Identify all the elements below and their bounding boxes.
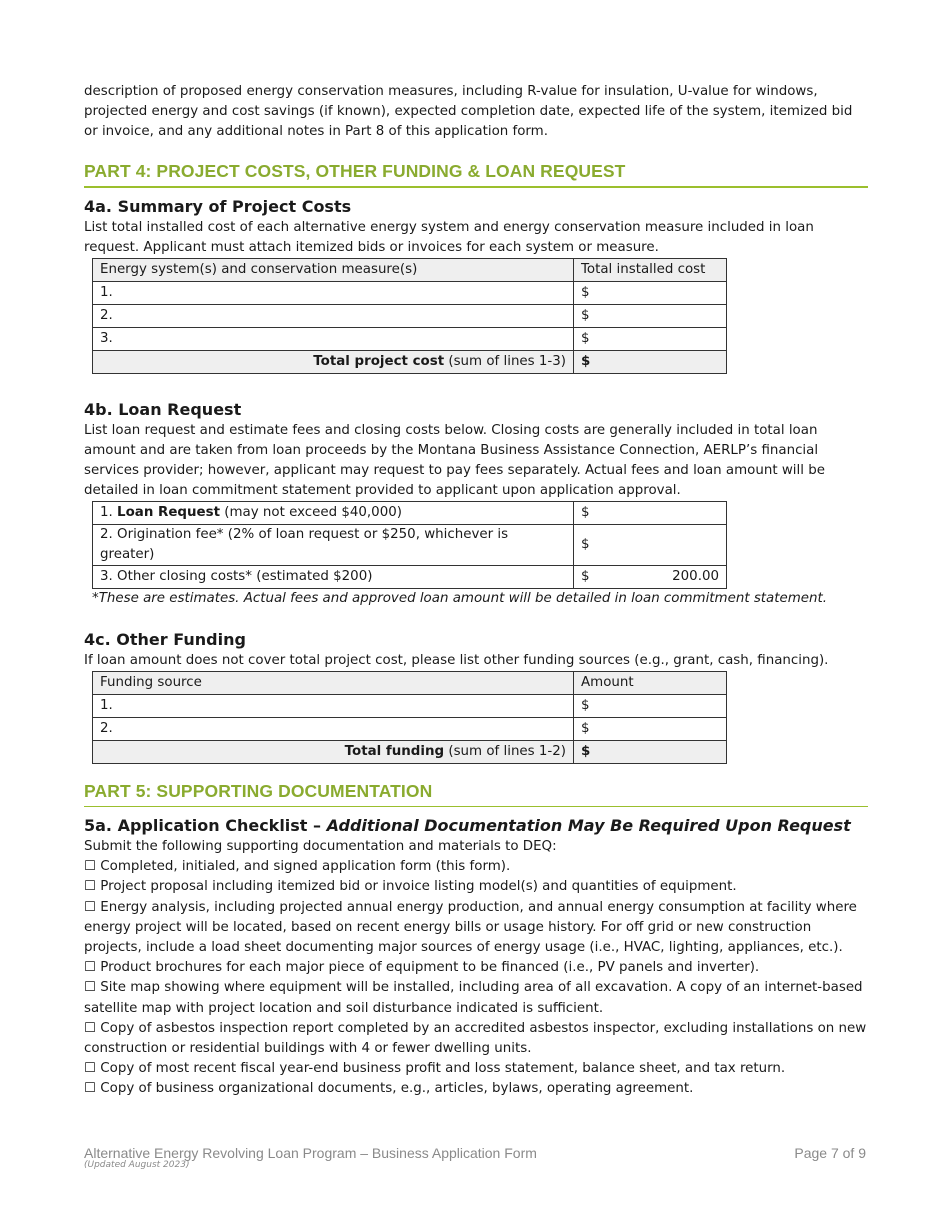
checklist-item-text: Project proposal including itemized bid or invoice listing model(s) and quantities of equipment.	[100, 879, 737, 895]
section-5a-title	[84, 815, 868, 837]
table-row	[93, 695, 727, 718]
checkbox[interactable]: ☐	[84, 859, 97, 875]
funding-source-field-1[interactable]: 1.	[93, 695, 574, 718]
table-header-row	[93, 672, 727, 695]
section-4c-description: If loan amount does not cover total project cost, please list other funding sources (e.g., grant, cash, financing).	[84, 653, 829, 668]
column-header-funding-source: Funding source	[93, 672, 574, 695]
page-number: Page 7 of 9	[794, 1145, 866, 1161]
table-row	[93, 282, 727, 305]
section-4c-title: 4c. Other Funding	[84, 630, 246, 649]
total-label-bold: Total project cost	[313, 354, 445, 369]
checklist-item-text: Copy of most recent fiscal year-end business profit and loss statement, balance sheet, and tax return.	[100, 1061, 786, 1077]
section-4a-description: List total installed cost of each alternative energy system and energy conservation measure included in loan request. Applicant must attach itemized bids or invoices for each system or measure.	[84, 220, 814, 255]
checklist-item-text: Energy analysis, including projected annual energy production, and annual energy consumption at facility where energy project will be located, based on recent energy bills or usage history. For off grid or new construction projects, include a load sheet documenting major sources of energy usage (i.e., HVAC, lighting, appliances, etc.).	[84, 899, 857, 956]
section-4b-description: List loan request and estimate fees and closing costs below. Closing costs are generally included in total loan amount and are taken from loan proceeds by the Montana Business Assistance Connection, AERLP’s financial services provider; however, applicant may request to pay fees separately. Actual fees and loan amount will be detailed in loan commitment statement provided to applicant upon application approval.	[84, 423, 825, 498]
cost-field-3[interactable]: $	[574, 328, 727, 351]
origination-fee-field[interactable]: $	[574, 525, 727, 566]
table-row	[93, 718, 727, 741]
list-item	[84, 877, 868, 897]
total-label-note: (sum of lines 1-2)	[444, 744, 566, 759]
checkbox[interactable]: ☐	[84, 1020, 97, 1036]
list-item	[84, 1059, 868, 1079]
loan-request-field[interactable]: $	[574, 502, 727, 525]
table-row	[93, 566, 727, 589]
closing-costs-label: 3. Other closing costs* (estimated $200)	[93, 566, 574, 589]
currency-symbol: $	[581, 569, 590, 584]
footer-title: Alternative Energy Revolving Loan Program – Business Application Form	[84, 1145, 537, 1161]
funding-source-field-2[interactable]: 2.	[93, 718, 574, 741]
cost-field-1[interactable]: $	[574, 282, 727, 305]
checklist-item-text: Completed, initialed, and signed application form (this form).	[100, 859, 511, 875]
other-funding-table	[92, 671, 727, 764]
loan-request-table	[92, 501, 727, 589]
section-4a-title: 4a. Summary of Project Costs	[84, 197, 352, 216]
total-row	[93, 351, 727, 374]
loan-request-label	[93, 502, 574, 525]
total-project-cost-label	[93, 351, 574, 374]
currency-symbol: $	[581, 744, 591, 759]
total-funding-label	[93, 741, 574, 764]
measure-field-2[interactable]: 2.	[93, 305, 574, 328]
row-number: 1.	[100, 505, 118, 520]
table-row	[93, 305, 727, 328]
total-label-bold: Total funding	[344, 744, 445, 759]
checkbox[interactable]: ☐	[84, 899, 97, 915]
funding-amount-field-2[interactable]: $	[574, 718, 727, 741]
total-funding-field[interactable]	[574, 741, 727, 764]
cost-field-2[interactable]: $	[574, 305, 727, 328]
list-item	[84, 857, 868, 877]
column-header-amount: Amount	[574, 672, 727, 695]
total-project-cost-field[interactable]	[574, 351, 727, 374]
checkbox[interactable]: ☐	[84, 960, 97, 976]
section-4b-title: 4b. Loan Request	[84, 400, 242, 419]
currency-symbol: $	[581, 354, 591, 369]
column-header-measures: Energy system(s) and conservation measure(s)	[93, 259, 574, 282]
total-label-note: (sum of lines 1-3)	[444, 354, 566, 369]
loan-request-bold: Loan Request	[117, 505, 220, 520]
funding-amount-field-1[interactable]: $	[574, 695, 727, 718]
measure-field-3[interactable]: 3.	[93, 328, 574, 351]
list-item	[84, 978, 868, 1018]
part5-heading: PART 5: SUPPORTING DOCUMENTATION	[84, 779, 868, 807]
table-row	[93, 525, 727, 566]
intro-paragraph: description of proposed energy conservation measures, including R-value for insulation, U-value for windows, projected energy and cost savings (if known), expected completion date, expected life of the system, itemized bid or invoice, and any additional notes in Part 8 of this application form.	[84, 84, 853, 139]
page-footer	[84, 1145, 866, 1170]
list-item	[84, 1079, 868, 1099]
list-item	[84, 1019, 868, 1059]
checklist-item-text: Copy of business organizational documents, e.g., articles, bylaws, operating agreement.	[100, 1081, 694, 1097]
section-5a-title-main: 5a. Application Checklist –	[84, 816, 327, 835]
part4-heading: PART 4: PROJECT COSTS, OTHER FUNDING & LOAN REQUEST	[84, 159, 868, 188]
measure-field-1[interactable]: 1.	[93, 282, 574, 305]
section-5a-title-italic: Additional Documentation May Be Required Upon Request	[326, 816, 851, 835]
checkbox[interactable]: ☐	[84, 1081, 97, 1097]
table-row	[93, 328, 727, 351]
checklist-item-text: Copy of asbestos inspection report completed by an accredited asbestos inspector, excluding installations on new construction or residential buildings with 4 or fewer dwelling units.	[84, 1020, 867, 1057]
column-header-cost: Total installed cost	[574, 259, 727, 282]
list-item	[84, 898, 868, 959]
table-row	[93, 502, 727, 525]
closing-costs-field[interactable]	[574, 566, 727, 589]
list-item	[84, 958, 868, 978]
closing-costs-value: 200.00	[672, 569, 719, 584]
application-checklist	[84, 857, 868, 1099]
page-content	[84, 0, 868, 1100]
project-costs-table	[92, 258, 727, 374]
checklist-item-text: Site map showing where equipment will be installed, including area of all excavation. A copy of an internet-based satellite map with project location and soil disturbance indicated is sufficient.	[84, 980, 863, 1016]
loan-request-limit: (may not exceed $40,000)	[219, 505, 402, 520]
checklist-item-text: Product brochures for each major piece of equipment to be financed (i.e., PV panels and inverter).	[100, 960, 760, 976]
table-header-row	[93, 259, 727, 282]
checkbox[interactable]: ☐	[84, 980, 97, 996]
checklist-intro: Submit the following supporting documentation and materials to DEQ:	[84, 839, 557, 854]
footer-updated: (Updated August 2023)	[84, 1160, 190, 1170]
estimates-note: *These are estimates. Actual fees and approved loan amount will be detailed in loan commitment statement.	[92, 591, 828, 606]
origination-fee-label: 2. Origination fee* (2% of loan request or $250, whichever is greater)	[93, 525, 574, 566]
total-row	[93, 741, 727, 764]
checkbox[interactable]: ☐	[84, 879, 97, 895]
checkbox[interactable]: ☐	[84, 1061, 97, 1077]
footer-line	[84, 1145, 866, 1161]
